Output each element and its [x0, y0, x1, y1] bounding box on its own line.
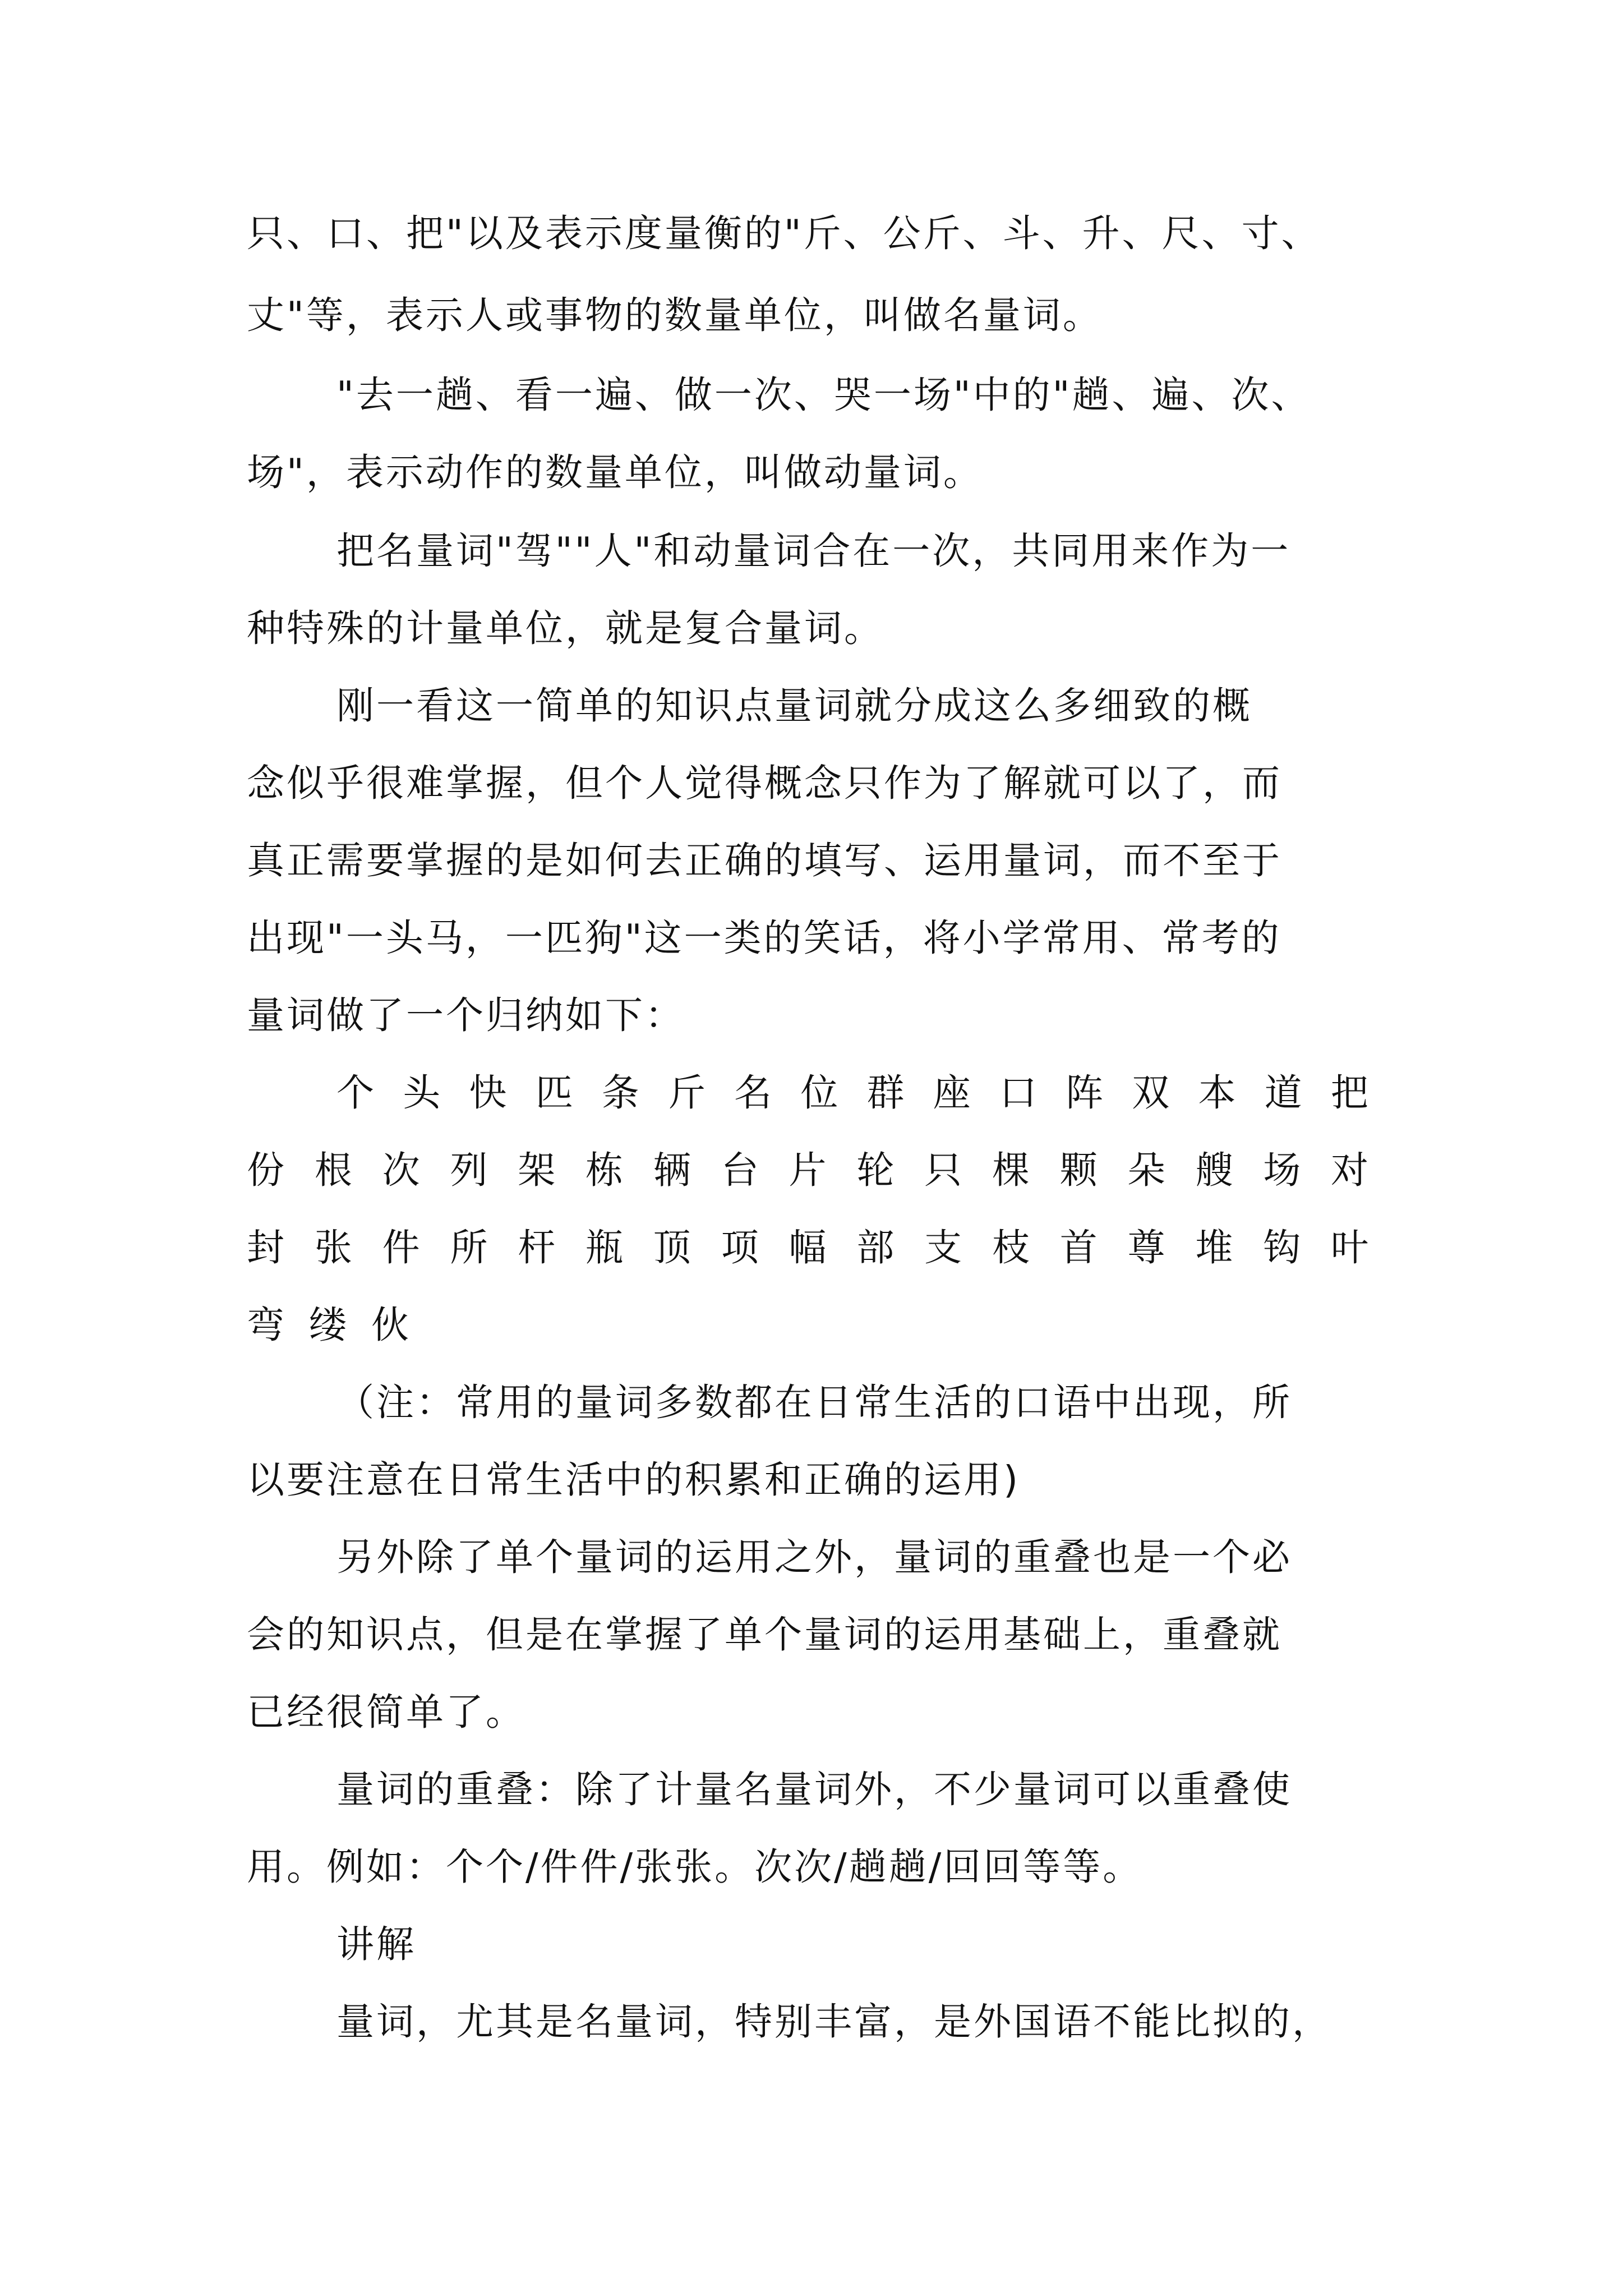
paragraph-4-line-2: 念似乎很难掌握，但个人觉得概念只作为了解就可以了，而	[247, 761, 1282, 805]
paragraph-2-line-2: 场"，表示动作的数量单位，叫做动量词。	[247, 450, 983, 494]
classifier-char: 首	[1059, 1226, 1098, 1269]
paragraph-7-line-1: 量词的重叠：除了计量名量词外，不少量词可以重叠使	[336, 1768, 1292, 1811]
classifier-char: 支	[924, 1226, 962, 1269]
classifier-char: 弯	[247, 1303, 284, 1347]
paragraph-6-line-2: 会的知识点，但是在掌握了单个量词的运用基础上，重叠就	[247, 1613, 1282, 1657]
paragraph-4-line-3: 真正需要掌握的是如何去正确的填写、运用量词，而不至于	[247, 839, 1282, 882]
classifier-char: 张	[314, 1226, 352, 1269]
classifier-char: 瓶	[585, 1226, 624, 1269]
classifier-char: 个	[336, 1071, 374, 1115]
classifier-char: 条	[601, 1071, 639, 1115]
paragraph-4-line-5: 量词做了一个归纳如下：	[247, 993, 685, 1037]
classifier-char: 斤	[667, 1071, 706, 1115]
paragraph-3-line-1: 把名量词"驾""人"和动量词合在一次，共同用来作为一	[336, 529, 1291, 573]
paragraph-3-line-2: 种特殊的计量单位，就是复合量词。	[247, 606, 884, 650]
classifier-char: 双	[1132, 1071, 1170, 1115]
classifier-char: 列	[450, 1148, 488, 1192]
classifier-char: 群	[866, 1071, 905, 1115]
classifier-char: 枝	[992, 1226, 1030, 1269]
classifier-char: 对	[1331, 1148, 1368, 1192]
classifier-char: 快	[469, 1071, 507, 1115]
classifier-row-1	[336, 1070, 1368, 1115]
classifier-char: 所	[450, 1226, 488, 1269]
paragraph-9-line-1: 量词，尤其是名量词，特别丰富，是外国语不能比拟的，	[336, 2000, 1332, 2044]
paragraph-1-line-1: 只、口、把"以及表示度量衡的"斤、公斤、斗、升、尺、寸、	[247, 211, 1321, 255]
classifier-char: 叶	[1331, 1226, 1368, 1269]
classifier-char: 栋	[585, 1148, 624, 1192]
classifier-row-3	[247, 1225, 1368, 1270]
classifier-char: 场	[1263, 1148, 1301, 1192]
classifier-char: 份	[247, 1148, 284, 1192]
classifier-char: 次	[382, 1148, 420, 1192]
classifier-char: 杆	[518, 1226, 556, 1269]
classifier-row-2	[247, 1148, 1368, 1193]
classifier-char: 幅	[789, 1226, 827, 1269]
classifier-char: 轮	[856, 1148, 895, 1192]
classifier-char: 只	[924, 1148, 962, 1192]
classifier-char: 钩	[1263, 1226, 1301, 1269]
classifier-char: 片	[789, 1148, 827, 1192]
classifier-row-4	[247, 1303, 1368, 1347]
classifier-char: 名	[734, 1071, 772, 1115]
classifier-char: 口	[999, 1071, 1037, 1115]
classifier-char: 台	[721, 1148, 759, 1192]
paragraph-1-line-2: 丈"等，表示人或事物的数量单位，叫做名量词。	[247, 293, 1103, 337]
classifier-char: 封	[247, 1226, 284, 1269]
classifier-char: 颗	[1059, 1148, 1098, 1192]
classifier-char: 匹	[535, 1071, 573, 1115]
classifier-char: 部	[856, 1226, 895, 1269]
paragraph-7-line-2: 用。例如：个个/件件/张张。次次/趟趟/回回等等。	[247, 1845, 1143, 1889]
classifier-char: 位	[800, 1071, 838, 1115]
paragraph-6-line-1: 另外除了单个量词的运用之外，量词的重叠也是一个必	[336, 1535, 1292, 1579]
classifier-char: 座	[933, 1071, 971, 1115]
classifier-char: 辆	[653, 1148, 691, 1192]
classifier-char: 堆	[1195, 1226, 1233, 1269]
paragraph-5-line-1: （注：常用的量词多数都在日常生活的口语中出现，所	[336, 1381, 1292, 1424]
paragraph-2-line-1: "去一趟、看一遍、做一次、哭一场"中的"趟、遍、次、	[336, 373, 1311, 417]
classifier-char: 架	[518, 1148, 556, 1192]
classifier-char: 阵	[1066, 1071, 1104, 1115]
classifier-char: 件	[382, 1226, 420, 1269]
classifier-char: 棵	[992, 1148, 1030, 1192]
classifier-char: 伙	[371, 1303, 409, 1347]
classifier-char: 把	[1330, 1071, 1368, 1115]
paragraph-6-line-3: 已经很简单了。	[247, 1690, 525, 1734]
paragraph-8-heading: 讲解	[336, 1922, 416, 1966]
paragraph-4-line-4: 出现"一头马，一匹狗"这一类的笑话，将小学常用、常考的	[247, 916, 1281, 960]
classifier-char: 道	[1264, 1071, 1302, 1115]
classifier-char: 项	[721, 1226, 759, 1269]
classifier-char: 根	[314, 1148, 352, 1192]
classifier-char: 尊	[1127, 1226, 1165, 1269]
classifier-char: 本	[1198, 1071, 1236, 1115]
classifier-char: 头	[403, 1071, 441, 1115]
classifier-char: 艘	[1195, 1148, 1233, 1192]
paragraph-5-line-2: 以要注意在日常生活中的积累和正确的运用)	[247, 1458, 1021, 1502]
paragraph-4-line-1: 刚一看这一简单的知识点量词就分成这么多细致的概	[336, 684, 1252, 728]
classifier-char: 朵	[1127, 1148, 1165, 1192]
classifier-char: 顶	[653, 1226, 691, 1269]
classifier-char: 缕	[309, 1303, 347, 1347]
